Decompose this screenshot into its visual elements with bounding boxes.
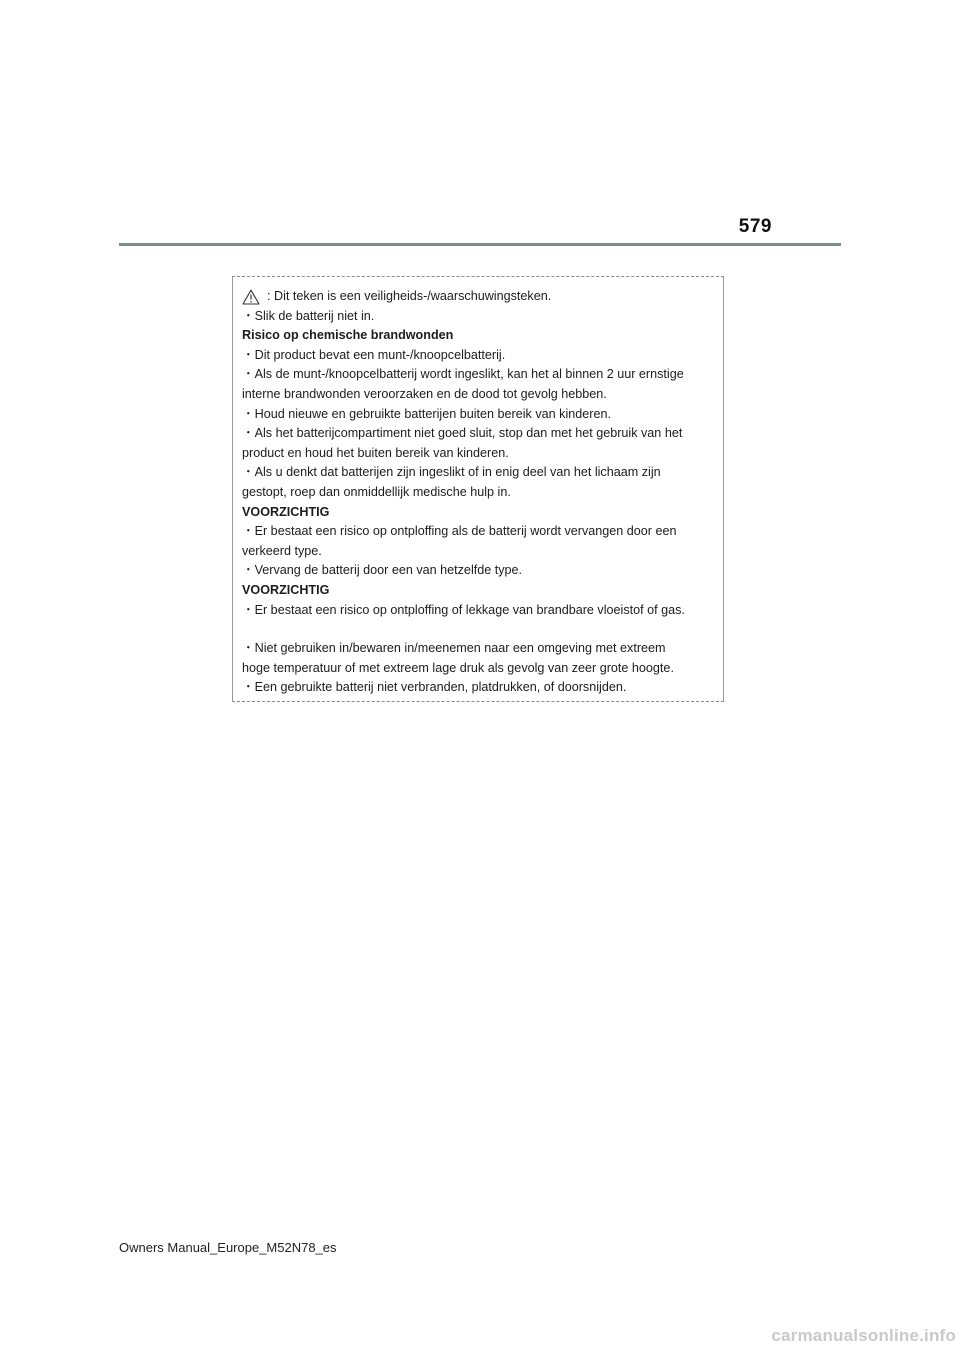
label-line: ・Houd nieuwe en gebruikte batterijen buiten bereik van kinderen. [242,406,611,421]
label-line: ・Als het batterijcompartiment niet goed sluit, stop dan met het gebruik van het [242,426,683,441]
label-lines [242,307,713,698]
label-line: ・Dit product bevat een munt-/knoopcelbatterij. [242,347,506,362]
label-spacer [242,620,713,639]
warning-symbol-line [242,287,713,307]
label-heading: VOORZICHTIG [242,504,330,519]
label-line: ・Er bestaat een risico op ontploffing of lekkage van brandbare vloeistof of gas. [242,602,685,617]
manual-id: Owners Manual_Europe_M52N78_es [119,1240,337,1255]
warning-symbol-text: : Dit teken is een veiligheids-/waarschuwingsteken. [267,289,552,303]
page-number: 579 [738,216,772,237]
warning-triangle-icon [242,289,260,305]
label-line: gestopt, roep dan onmiddellijk medische hulp in. [242,484,511,499]
label-line: hoge temperatuur of met extreem lage druk als gevolg van zeer grote hoogte. [242,660,674,675]
battery-warning-label [232,276,724,702]
watermark: carmanualsonline.info [771,1326,956,1345]
label-line: verkeerd type. [242,543,322,558]
label-line: ・Vervang de batterij door een van hetzelfde type. [242,563,523,578]
label-heading: Risico op chemische brandwonden [242,328,454,343]
label-line: product en houd het buiten bereik van kinderen. [242,445,509,460]
label-line: ・Als u denkt dat batterijen zijn ingeslikt of in enig deel van het lichaam zijn [242,465,661,480]
label-line: ・Slik de batterij niet in. [242,308,375,323]
label-line: ・Niet gebruiken in/bewaren in/meenemen naar een omgeving met extreem [242,641,666,656]
label-line: ・Een gebruikte batterij niet verbranden, platdrukken, of doorsnijden. [242,680,627,695]
header-rule [119,243,841,246]
label-line: ・Er bestaat een risico op ontploffing als de batterij wordt vervangen door een [242,524,677,539]
label-line: ・Als de munt-/knoopcelbatterij wordt ingeslikt, kan het al binnen 2 uur ernstige [242,367,684,382]
label-heading: VOORZICHTIG [242,582,330,597]
label-line: interne brandwonden veroorzaken en de dood tot gevolg hebben. [242,386,607,401]
